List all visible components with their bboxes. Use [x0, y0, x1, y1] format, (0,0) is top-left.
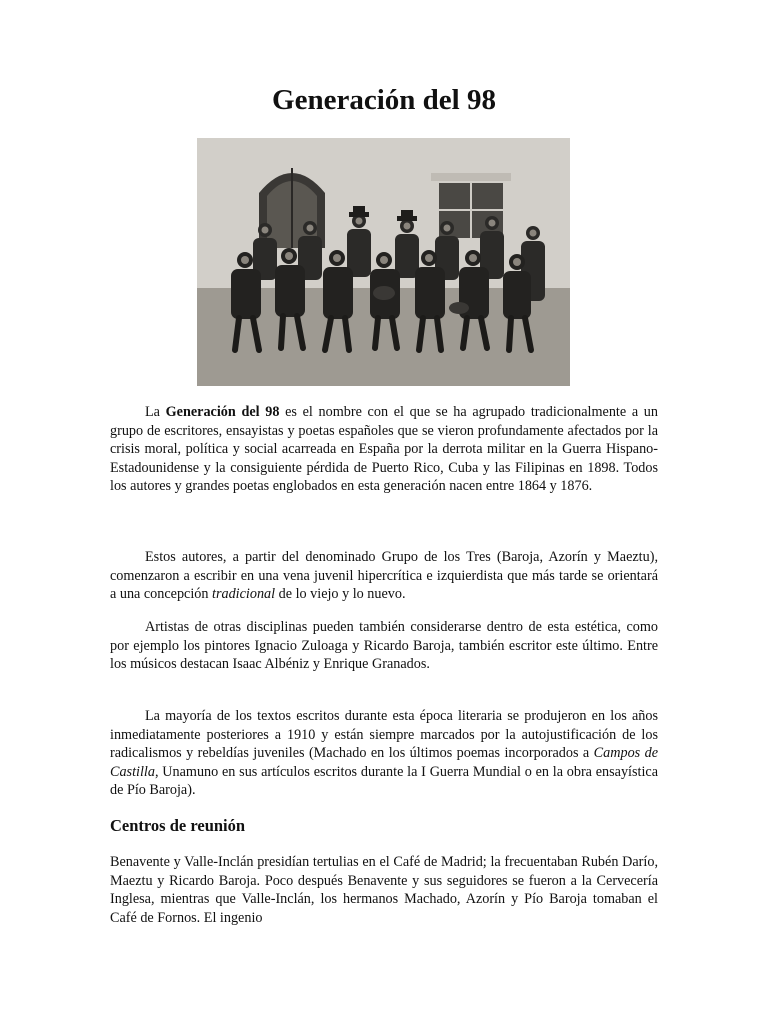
paragraph-grupo-tres-start: Estos autores, a partir del denominado Grupo de los Tres (Baroja, Azorín y Maeztu), comenzaron a escribir en una vena juvenil hipercrítica e izquierdista que más tarde se orientará a una concepción [110, 549, 658, 602]
paragraph-artistas: Artistas de otras disciplinas pueden también considerarse dentro de esta estética, como por ejemplo los pintores Ignacio Zuloaga y Ricardo Baroja, también escritor este último. Entre los músicos destacan Isaac Albéniz y Enrique Granados. [110, 619, 658, 672]
paragraph-grupo-tres-rest: de lo viejo y lo nuevo. [275, 586, 406, 602]
paragraph-intro-start: La [145, 404, 166, 420]
paragraph-intro-bold: Generación del 98 [165, 404, 280, 420]
paragraph-centros: Benavente y Valle-Inclán presidían tertulias en el Café de Madrid; la frecuentaban Rubén Darío, Maeztu y Ricardo Baroja. Poco después Benavente y sus seguidores se fueron a la Cervecería Inglesa, mientras que Valle-Inclán, los hermanos Machado, Azorín y Pío Baroja tomaban el Café de Fornos. El ingenio [110, 854, 658, 926]
paragraph-intro-rest: es el nombre con el que se ha agrupado tradicionalmente a un grupo de escritores, ensayistas y poetas españoles que se vieron profundamente afectados por la crisis moral, política y social acarreada en España por la derrota militar en la Guerra Hispano-Estadounidense y la consiguiente pérdida de Puerto Rico, Cuba y las Filipinas en 1898. Todos los autores y grandes poetas englobados en esta generación nacen entre 1864 y 1876. [110, 404, 658, 494]
section-heading: Centros de reunión [110, 816, 246, 835]
paragraph-textos-start: La mayoría de los textos escritos durante esta época literaria se produjeron en los años inmediatamente posteriores a 1910 y están siempre marcados por la autojustificación de los radicalismos y rebeldías juveniles (Machado en los últimos poemas incorporados a [110, 708, 658, 761]
paragraph-textos [110, 707, 658, 800]
paragraph-grupo-tres [110, 548, 658, 604]
paragraph-textos-em: Campos de Castilla [110, 745, 659, 780]
paragraph-grupo-tres-em: tradicional [212, 586, 276, 602]
group-photo [197, 138, 570, 386]
document-title: Generación del 98 [272, 84, 496, 116]
group-photo-image [197, 138, 570, 386]
paragraph-textos-rest: , Unamuno en sus artículos escritos durante la I Guerra Mundial o en la obra ensayística de Pío Baroja). [110, 763, 658, 798]
paragraph-intro [110, 403, 658, 496]
